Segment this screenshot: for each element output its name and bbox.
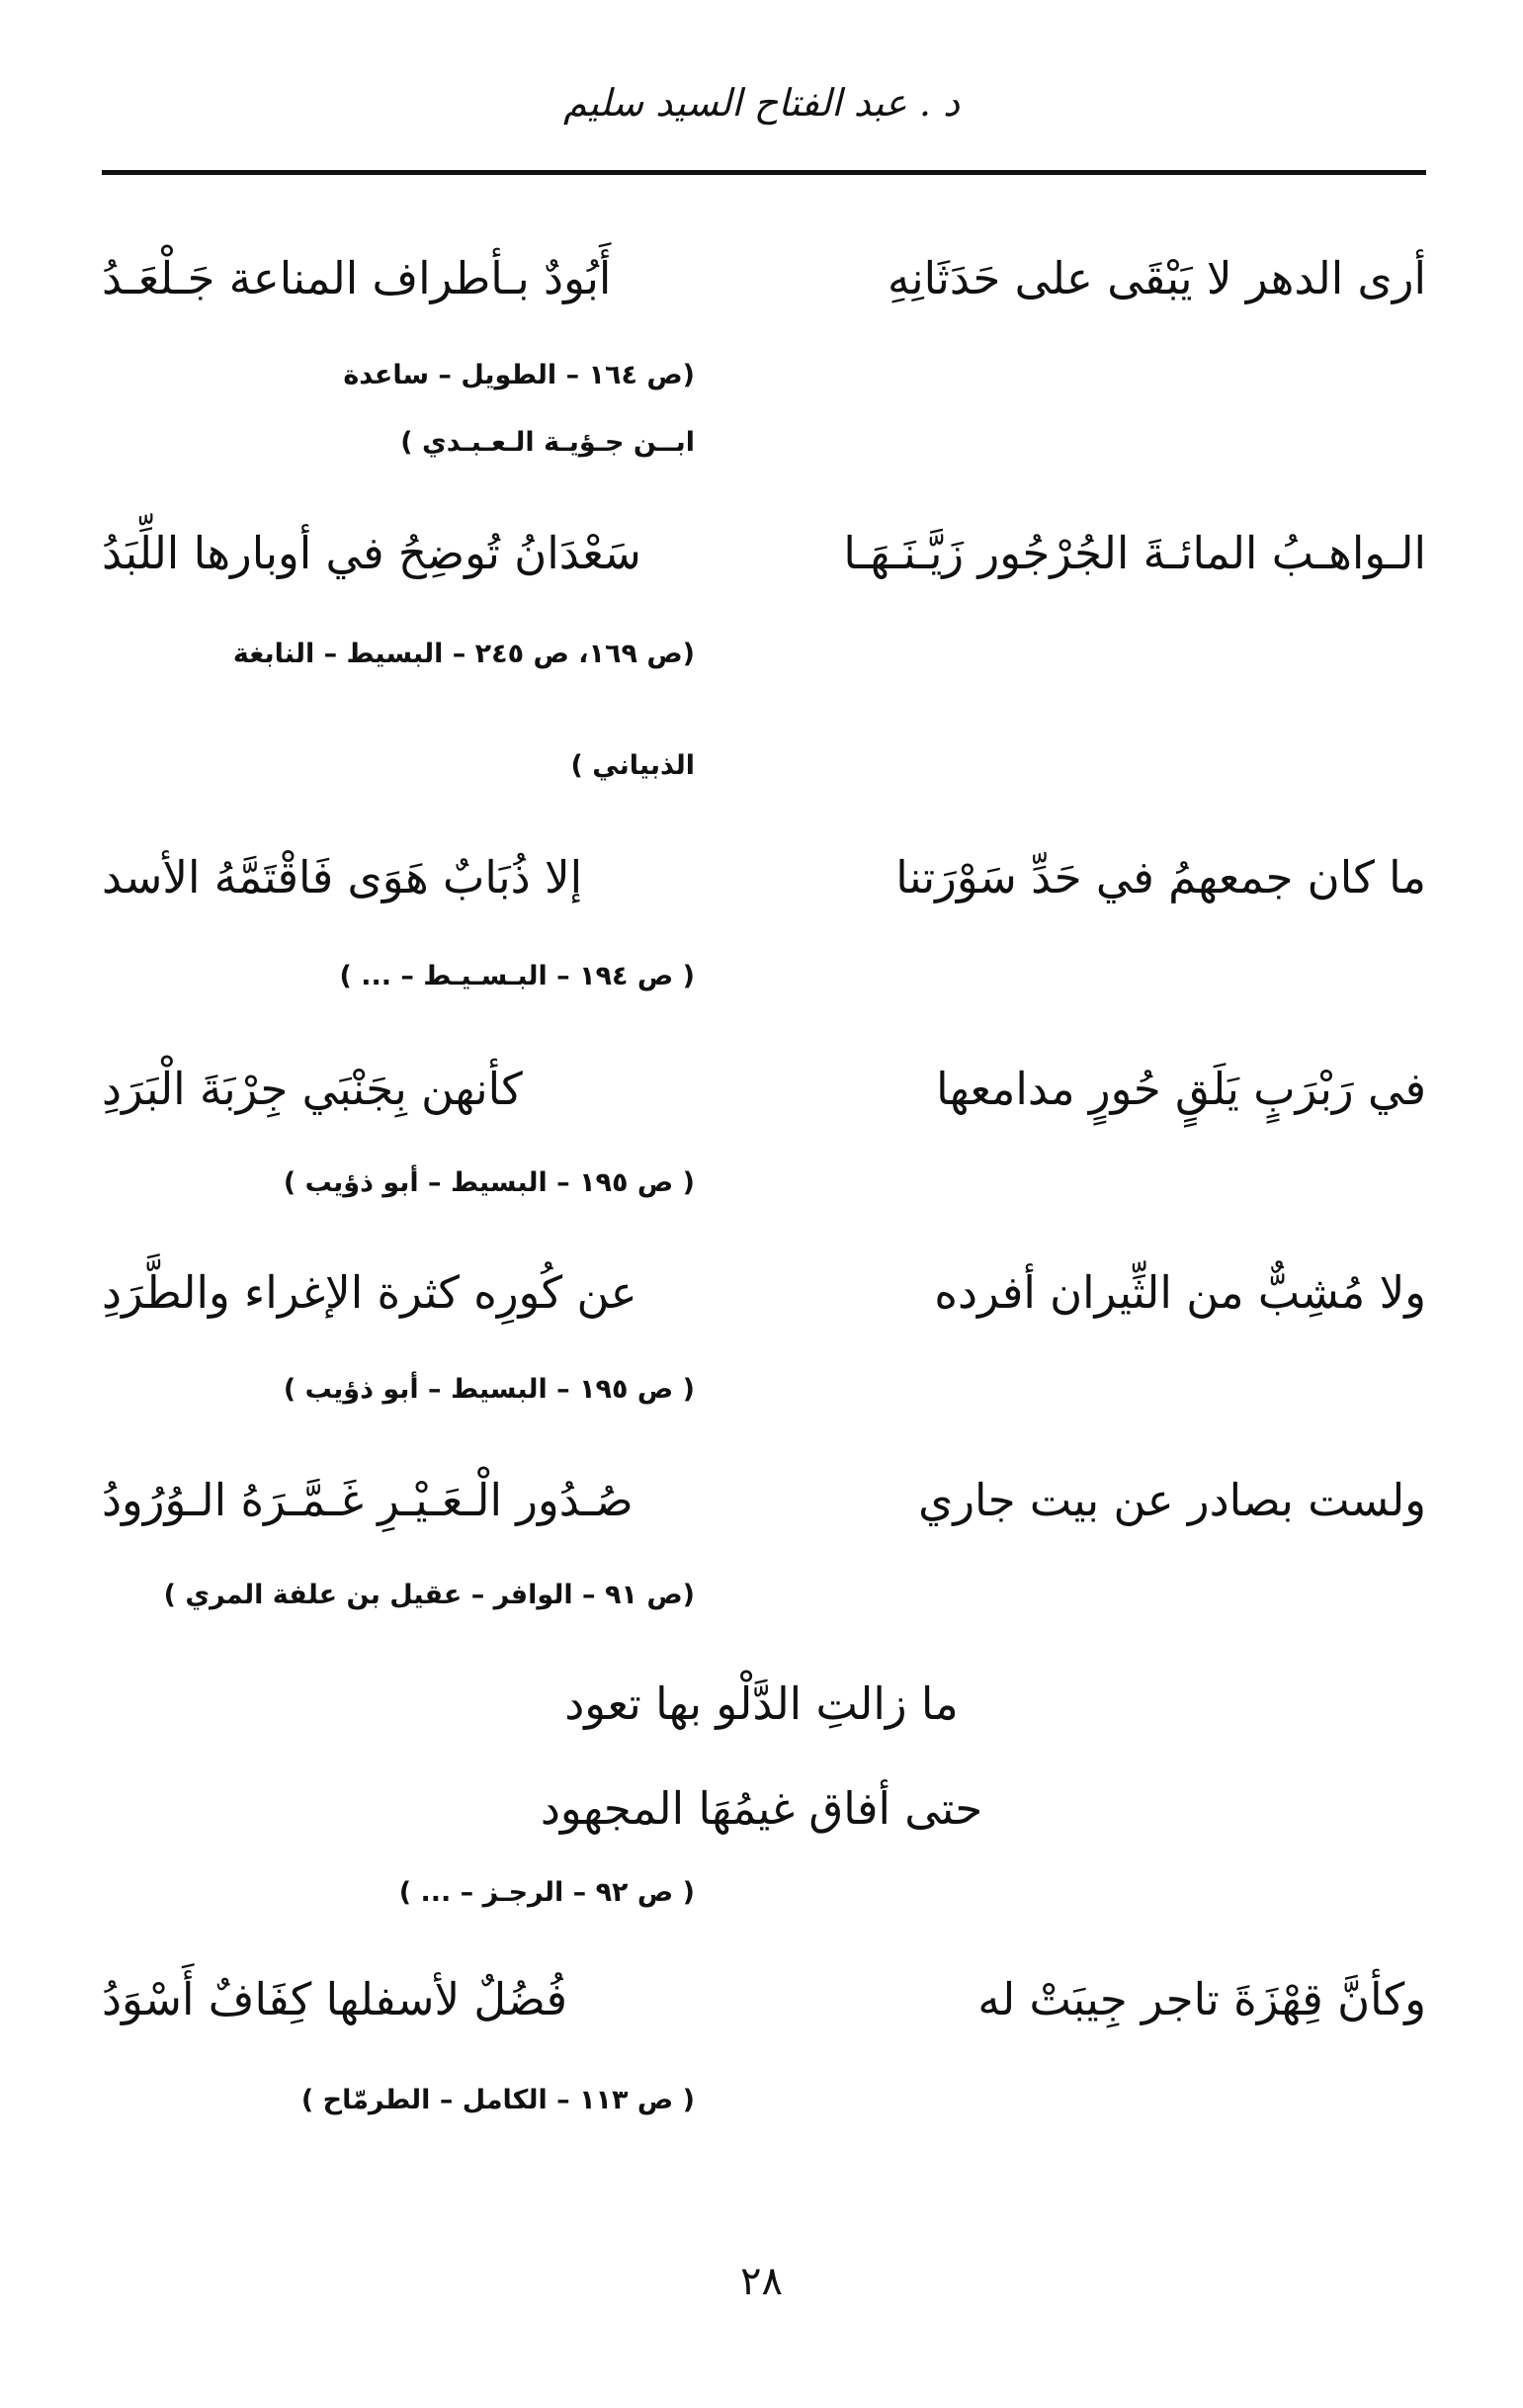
verse-first-hemistich: في رَبْرَبٍ يَلَقٍ حُورٍ مدامعها	[936, 1063, 1426, 1115]
header-rule	[102, 170, 1426, 175]
source-reference: (ص ١٦٤ – الطويل – ساعدة	[343, 360, 695, 390]
source-reference: ابــن جـؤيـة الـعـبـدي )	[400, 427, 695, 458]
verse-second-hemistich: إلا ذُبَابٌ هَوَى فَاقْتَمَّهُ الأسد	[102, 851, 583, 903]
source-reference: الذبياني )	[570, 750, 695, 781]
running-header: د . عبد الفتاح السيد سليم	[562, 81, 961, 125]
verse-first-hemistich: وكأنَّ قِهْزَةَ تاجر جِيبَتْ له	[977, 1973, 1426, 2025]
verse-second-hemistich: عن كُورِه كثرة الإغراء والطَّرَدِ	[102, 1266, 637, 1319]
verse-second-hemistich: سَعْدَانُ تُوضِحُ في أوبارها اللِّبَدُ	[102, 527, 641, 579]
verse-line	[102, 239, 1426, 318]
source-reference: (ص ٩١ – الوافر – عقيل بن علفة المري )	[163, 1580, 695, 1610]
verse-line	[102, 1461, 1426, 1540]
verse-second-hemistich: فُضُلٌ لأسفلها كِفَافٌ أَسْوَدُ	[102, 1973, 568, 2025]
verse-second-hemistich: كأنهن بِجَنْبَي جِرْبَةَ الْبَرَدِ	[102, 1063, 523, 1115]
verse-first-hemistich: ما كان جمعهمُ في حَدِّ سَوْرَتنا	[895, 851, 1426, 903]
verse-second-hemistich: أَبُودٌ بـأطراف المناعة جَـلْعَـدُ	[102, 252, 612, 304]
verse-first-hemistich: الـواهـبُ المائـةَ الجُرْجُور زَيَّـنَـهَـا	[843, 527, 1426, 579]
verse-first-hemistich: أرى الدهر لا يَبْقَى على حَدَثَانِهِ	[888, 252, 1426, 304]
source-reference: ( ص ١٩٥ – البسيط – أبو ذؤيب )	[283, 1167, 695, 1198]
source-reference: (ص ١٦٩، ص ٢٤٥ – البسيط – النابغة	[232, 639, 695, 669]
source-reference: ( ص ١٩٤ – البـسـيـط – ... )	[339, 961, 695, 991]
verse-line	[102, 1960, 1426, 2039]
rajaz-line: حتى أفاق غيمُهَا المجهود	[540, 1782, 983, 1835]
page-number: ٢٨	[740, 2259, 783, 2304]
verse-second-hemistich: صُـدُور الْـعَـيْـرِ غَـمَّـرَهُ الـوُرُودُ	[102, 1474, 634, 1526]
rajaz-line: ما زالتِ الدَّلْو بها تعود	[564, 1677, 959, 1730]
source-reference: ( ص ٩٢ – الرجـز – ... )	[398, 1877, 695, 1908]
verse-line	[102, 514, 1426, 593]
verse-line	[102, 838, 1426, 917]
source-reference: ( ص ١١٣ – الكامل – الطرمّاح )	[300, 2085, 695, 2115]
verse-line	[102, 1253, 1426, 1333]
verse-line	[102, 1050, 1426, 1129]
source-reference: ( ص ١٩٥ – البسيط – أبو ذؤيب )	[283, 1374, 695, 1405]
verse-first-hemistich: ولست بصادر عن بيت جاري	[918, 1474, 1426, 1526]
verse-first-hemistich: ولا مُشِبٌّ من الثِّيران أفرده	[934, 1266, 1426, 1319]
